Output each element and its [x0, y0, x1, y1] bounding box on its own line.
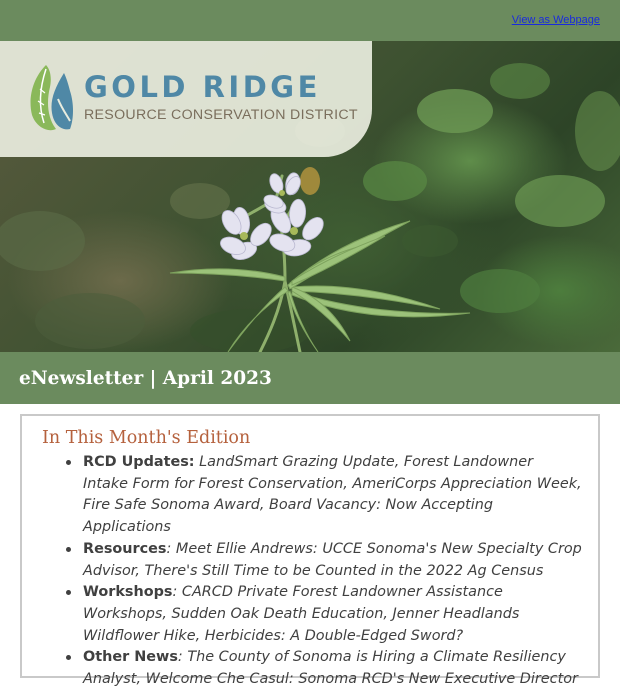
contents-list	[62, 452, 582, 686]
item-text: : CARCD Private Forest Landowner Assistance Workshops, Sudden Oak Death Education, Jenner Headlands Wildflower Hike, Herbicides: A Double-Edged Sword?	[83, 584, 520, 644]
item-label: Workshops	[83, 584, 173, 601]
item-text: LandSmart Grazing Update, Forest Landowner Intake Form for Forest Conservation, AmeriCorps Appreciation Week, Fire Safe Sonoma Award, Board Vacancy: Now Accepting Applications	[83, 454, 582, 536]
top-bar	[0, 0, 620, 41]
newsletter-title: eNewsletter | April 2023	[19, 368, 272, 389]
contents-box	[20, 414, 600, 686]
item-text: : The County of Sonoma is Hiring a Climate Resiliency Analyst, Welcome Che Casul: Sonoma RCD's New Executive Director	[83, 649, 578, 686]
hero-photo	[0, 41, 620, 352]
contents-heading: In This Month's Edition	[42, 428, 251, 448]
item-label: Other News	[83, 649, 178, 666]
view-as-webpage-link[interactable]: View as Webpage	[511, 14, 600, 26]
list-item	[62, 539, 582, 582]
list-item	[62, 452, 582, 539]
logo-panel	[0, 41, 372, 157]
leaf-drop-icon	[26, 59, 76, 139]
item-text: : Meet Ellie Andrews: UCCE Sonoma's New Specialty Crop Advisor, There's Still Time to be Counted in the 2022 Ag Census	[83, 540, 582, 579]
item-label: RCD Updates:	[83, 454, 195, 470]
logo-subtitle: RESOURCE CONSERVATION DISTRICT	[84, 107, 358, 123]
list-item	[62, 582, 582, 647]
item-label: Resources	[83, 540, 167, 557]
newsletter-banner	[0, 352, 620, 404]
list-item	[62, 647, 582, 686]
logo-title: GOLD RIDGE	[84, 70, 321, 104]
